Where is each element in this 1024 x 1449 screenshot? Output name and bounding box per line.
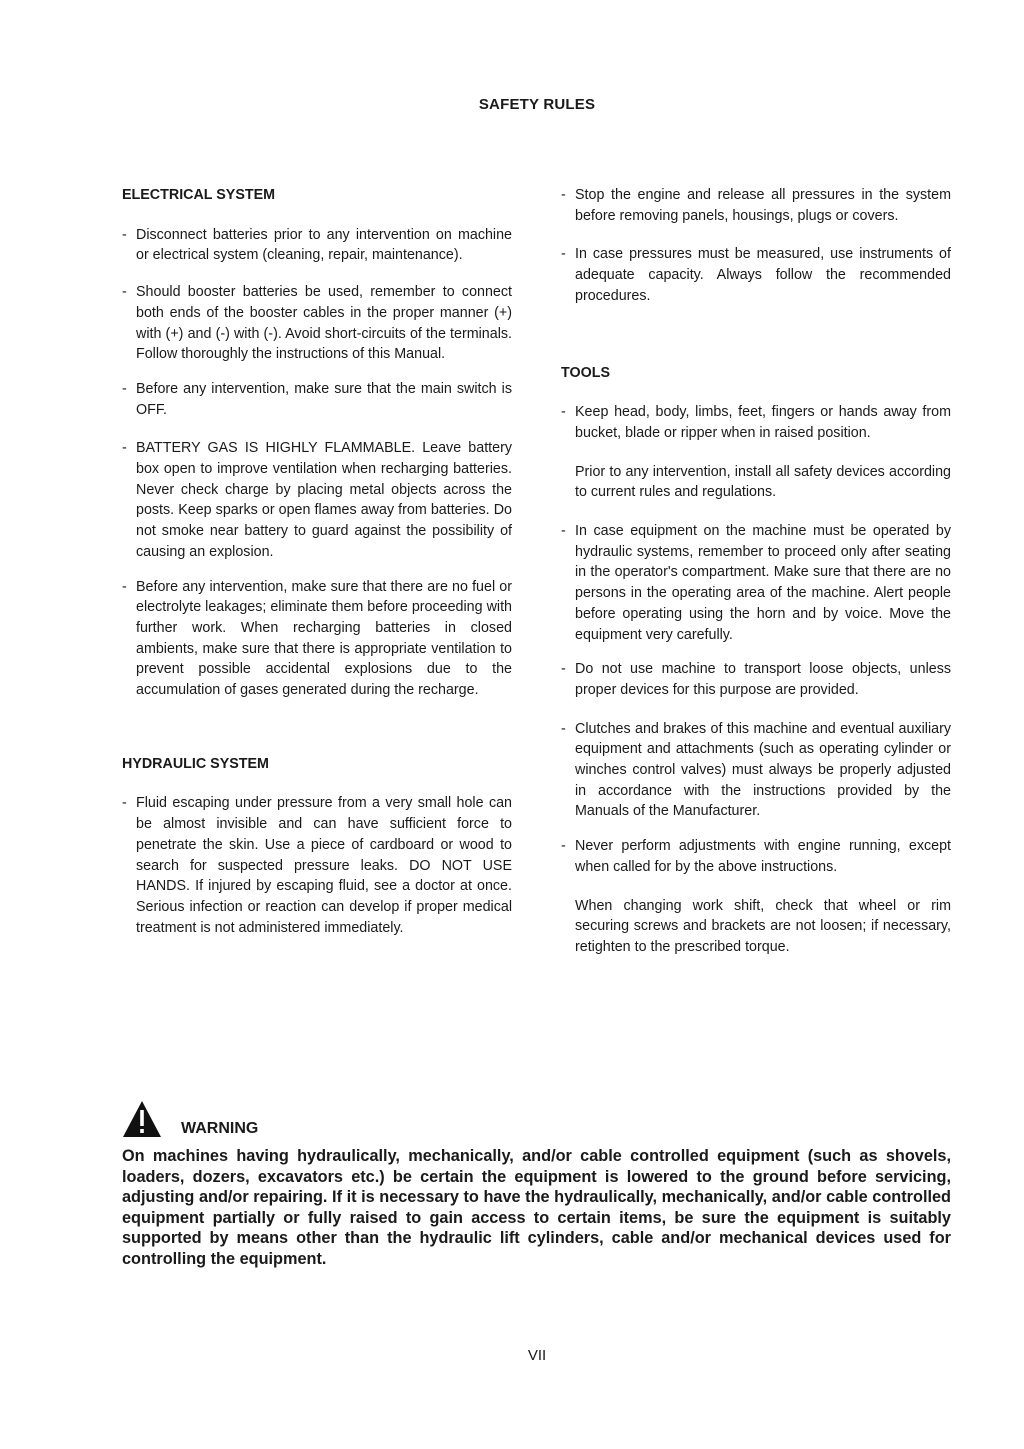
bullet-dash: - [561,661,566,678]
list-item-text: Stop the engine and release all pressures in the system before removing panels, housings, plugs or covers. [575,187,951,224]
list-item-text: Do not use machine to transport loose objects, unless proper devices for this purpose are provided. [575,661,951,698]
list-item [561,836,951,877]
bullet-dash: - [122,380,127,397]
list-item-text: Disconnect batteries prior to any intervention on machine or electrical system (cleaning, repair, maintenance). [136,226,512,264]
list-item [561,719,951,823]
bullet-dash: - [561,720,566,737]
list-item-text: Before any intervention, make sure that the main switch is OFF. [136,380,512,418]
list-item-text: Fluid escaping under pressure from a very small hole can be almost invisible and can have sufficient force to penetrate the skin. Use a piece of cardboard or wood to search for suspected pressure leaks. DO NOT USE HANDS. If injured by escaping fluid, see a doctor at once. Serious infection or reaction can develop if proper medical treatment is not administered immediately. [136,795,512,936]
warning-header [122,1096,951,1138]
section-title-hydraulic: HYDRAULIC SYSTEM [122,755,269,772]
bullet-dash: - [561,838,566,855]
right-column [561,185,951,958]
bullet-dash: - [561,523,566,540]
list-item-text: Clutches and brakes of this machine and eventual auxiliary equipment and attachments (such as operating cylinder or winches control valves) must always be properly adjusted in accordance with the instructions provided by the Manuals of the Manufacturer. [575,720,951,820]
list-item-text: Should booster batteries be used, remember to connect both ends of the booster cables in the proper manner (+) with (+) and (-) with (-). Avoid short-circuits of the terminals. Follow thoroughly the instructions of this Manual. [136,284,512,363]
section-title-electrical: ELECTRICAL SYSTEM [122,187,276,203]
bullet-dash: - [561,404,566,421]
warning-label: WARNING [181,1120,259,1137]
list-item-text: Keep head, body, limbs, feet, fingers or hands away from bucket, blade or ripper when in raised position. [575,404,951,441]
warning-text: On machines having hydraulically, mechanically, and/or cable controlled equipment (such as shovels, loaders, dozers, excavators etc.) be certain the equipment is lowered to the ground before servicing, adjusting and/or repairing. If it is necessary to have the hydraulically, mechanically, and/or cable controlled equipment partially or fully raised to gain access to certain items, be sure the equipment is suitably supported by means other than the hydraulic lift cylinders, cable and/or mechanical devices used for controlling the equipment. [122,1147,951,1268]
list-item [561,185,951,226]
bullet-dash: - [122,795,127,812]
bullet-dash: - [122,226,127,243]
list-item-text: Before any intervention, make sure that there are no fuel or electrolyte leakages; eliminate them before proceeding with further work. When recharging batteries in closed ambients, make sure that there is appropriate ventilation to prevent possible accidental explosions due to the accumulation of gases generated during the recharge. [136,578,512,699]
list-item-text: Never perform adjustments with engine running, except when called for by the above instructions. [575,838,951,875]
list-item [561,659,951,700]
list-item [122,577,512,701]
list-item [122,793,512,938]
warning-box [122,1096,951,1270]
page-title: SAFETY RULES [478,96,596,113]
bullet-dash: - [122,578,127,595]
list-item [561,402,951,443]
list-item-text: In case pressures must be measured, use instruments of adequate capacity. Always follow the recommended procedures. [575,246,951,304]
warning-triangle-icon [122,1100,162,1138]
left-column [122,185,512,938]
page-number: VII [527,1347,547,1364]
bullet-dash: - [561,246,566,263]
list-item-text: BATTERY GAS IS HIGHLY FLAMMABLE. Leave battery box open to improve ventilation when recharging batteries. Never check charge by placing metal objects across the posts. Keep sparks or open flames away from batteries. Do not smoke near battery to guard against the possibility of causing an explosion. [136,440,512,560]
list-item [122,225,512,266]
paragraph: Prior to any intervention, install all safety devices according to current rules and regulations. [575,463,951,501]
section-title-tools: TOOLS [561,364,610,381]
list-item [122,438,512,562]
list-item [561,521,951,645]
paragraph: When changing work shift, check that wheel or rim securing screws and brackets are not loosen; if necessary, retighten to the prescribed torque. [575,897,951,955]
bullet-dash: - [122,284,127,301]
bullet-dash: - [122,440,127,457]
bullet-dash: - [561,187,566,203]
list-item [122,379,512,420]
list-item [122,282,512,365]
list-item [561,244,951,306]
list-item-text: In case equipment on the machine must be operated by hydraulic systems, remember to proceed only after seating in the operator's compartment. Make sure that there are no persons in the operating area of the machine. Alert people before operating using the horn and by voice. Move the equipment very carefully. [575,523,951,643]
